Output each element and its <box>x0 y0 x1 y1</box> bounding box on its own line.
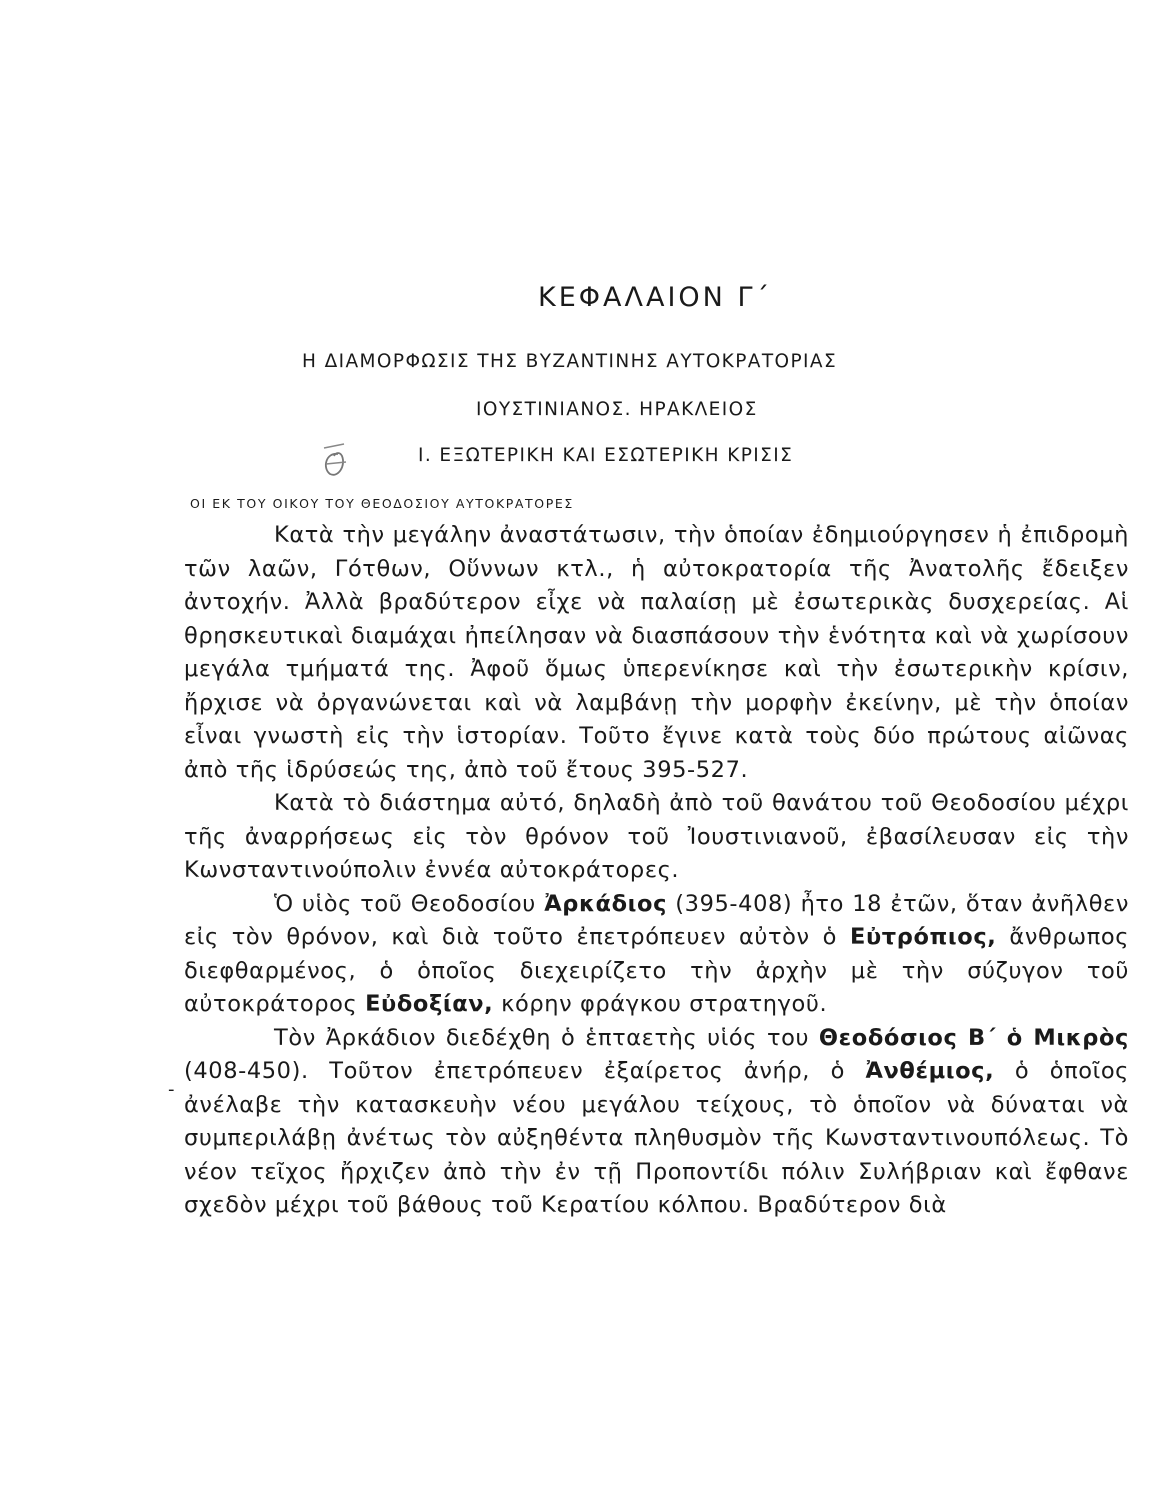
sub-heading: ΙΟΥΣΤΙΝΙΑΝΟΣ. ΗΡΑΚΛΕΙΟΣ <box>476 399 758 420</box>
paragraph-4 <box>184 1022 1129 1223</box>
paragraph-1: Κατὰ τὴν μεγάλην ἀναστάτωσιν, τὴν ὁποίαν ἐδημιούργησεν ἡ ἐπιδρομὴ τῶν λαῶν, Γότθων, Οὕννων κτλ., ἡ αὐτοκρατορία τῆς Ἀνατολῆς ἔδειξεν ἀντοχήν. Ἀλλὰ βραδύτερον εἶχε νὰ παλαίσῃ μὲ ἐσωτερικὰς δυσχερείας. Αἱ θρησκευτικαὶ διαμάχαι ἠπείλησαν νὰ διασπάσουν τὴν ἑνότητα καὶ νὰ χωρίσουν μεγάλα τμήματά της. Ἀφοῦ ὅμως ὑπερενίκησε καὶ τὴν ἐσωτερικὴν κρίσιν, ἤρχισε νὰ ὀργανώνεται καὶ νὰ λαμβάνῃ τὴν μορφὴν ἐκείνην, μὲ τὴν ὁποίαν εἶναι γνωστὴ εἰς τὴν ἱστορίαν. Τοῦτο ἔγινε κατὰ τοὺς δύο πρώτους αἰῶνας ἀπὸ τῆς ἱδρύσεώς της, ἀπὸ τοῦ ἔτους 395-527. <box>184 522 1129 783</box>
margin-dash: - <box>168 1079 175 1100</box>
name-theodosios: Θεοδόσιος Β΄ ὁ Μικρὸς <box>818 1024 1129 1051</box>
text-span: Τὸν Ἀρκάδιον διεδέχθη ὁ ἑπταετὴς υἱός του <box>274 1024 819 1051</box>
text-span: κόρην φράγκου στρατηγοῦ. <box>493 991 828 1017</box>
handwritten-mark-icon <box>316 440 354 484</box>
paragraph-2: Κατὰ τὸ διάστημα αὐτό, δηλαδὴ ἀπὸ τοῦ θανάτου τοῦ Θεοδοσίου μέχρι τῆς ἀναρρήσεως εἰς τὸν θρόνον τοῦ Ἰουστινιανοῦ, ἐβασίλευσαν εἰς τὴν Κωνσταντινούπολιν ἐννέα αὐτοκράτορες. <box>184 790 1129 883</box>
name-arkadios: Ἀρκάδιος <box>544 890 668 917</box>
name-eudoxia: Εὐδοξίαν, <box>365 991 494 1017</box>
section-heading: Ι. ΕΞΩΤΕΡΙΚΗ ΚΑΙ ΕΣΩΤΕΡΙΚΗ ΚΡΙΣΙΣ <box>418 445 794 466</box>
paragraph-3 <box>184 888 1129 1022</box>
text-span: (408-450). Τοῦτον ἐπετρόπευεν ἐξαίρετος ἀνήρ, ὁ <box>184 1058 866 1084</box>
body-text <box>184 519 1129 1223</box>
subsection-heading: ΟΙ ΕΚ ΤΟΥ ΟΙΚΟΥ ΤΟΥ ΘΕΟΔΟΣΙΟΥ ΑΥΤΟΚΡΑΤΟΡΕΣ <box>190 496 574 511</box>
text-span: Ὁ υἱὸς τοῦ Θεοδοσίου <box>274 890 545 917</box>
text-span: ὁ ὁποῖος ἀνέλαβε τὴν κατασκευὴν νέου μεγάλου τείχους, τὸ ὁποῖον νὰ δύναται νὰ συμπεριλάβῃ ἀνέτως τὸν αὐξηθέντα πληθυσμὸν τῆς Κωνσταντινουπόλεως. Τὸ νέον τεῖχος ἤρχιζεν ἀπὸ τὴν ἐν τῇ Προποντίδι πόλιν Συλήβριαν καὶ ἔφθανε σχεδὸν μέχρι τοῦ βάθους τοῦ Κερατίου κόλπου. Βραδύτερον διὰ <box>184 1058 1129 1218</box>
text-span: ἄνθρωπος διεφθαρμένος, ὁ ὁποῖος διεχειρίζετο τὴν ἀρχὴν μὲ τὴν σύζυγον τοῦ αὐτοκράτορος <box>184 924 1130 1017</box>
name-eutropios: Εὐτρόπιος, <box>850 924 997 950</box>
main-heading: Η ΔΙΑΜΟΡΦΩΣΙΣ ΤΗΣ ΒΥΖΑΝΤΙΝΗΣ ΑΥΤΟΚΡΑΤΟΡΙΑΣ <box>302 351 838 372</box>
name-anthemios: Ἀνθέμιος, <box>865 1058 995 1084</box>
chapter-title: ΚΕΦΑΛΑΙΟΝ Γ΄ <box>538 282 772 313</box>
text-span: (395-408) ἦτο 18 ἐτῶν, ὅταν ἀνῆλθεν εἰς τὸν θρόνον, καὶ διὰ τοῦτο ἐπετρόπευεν αὐτὸν ὁ <box>184 890 1129 950</box>
